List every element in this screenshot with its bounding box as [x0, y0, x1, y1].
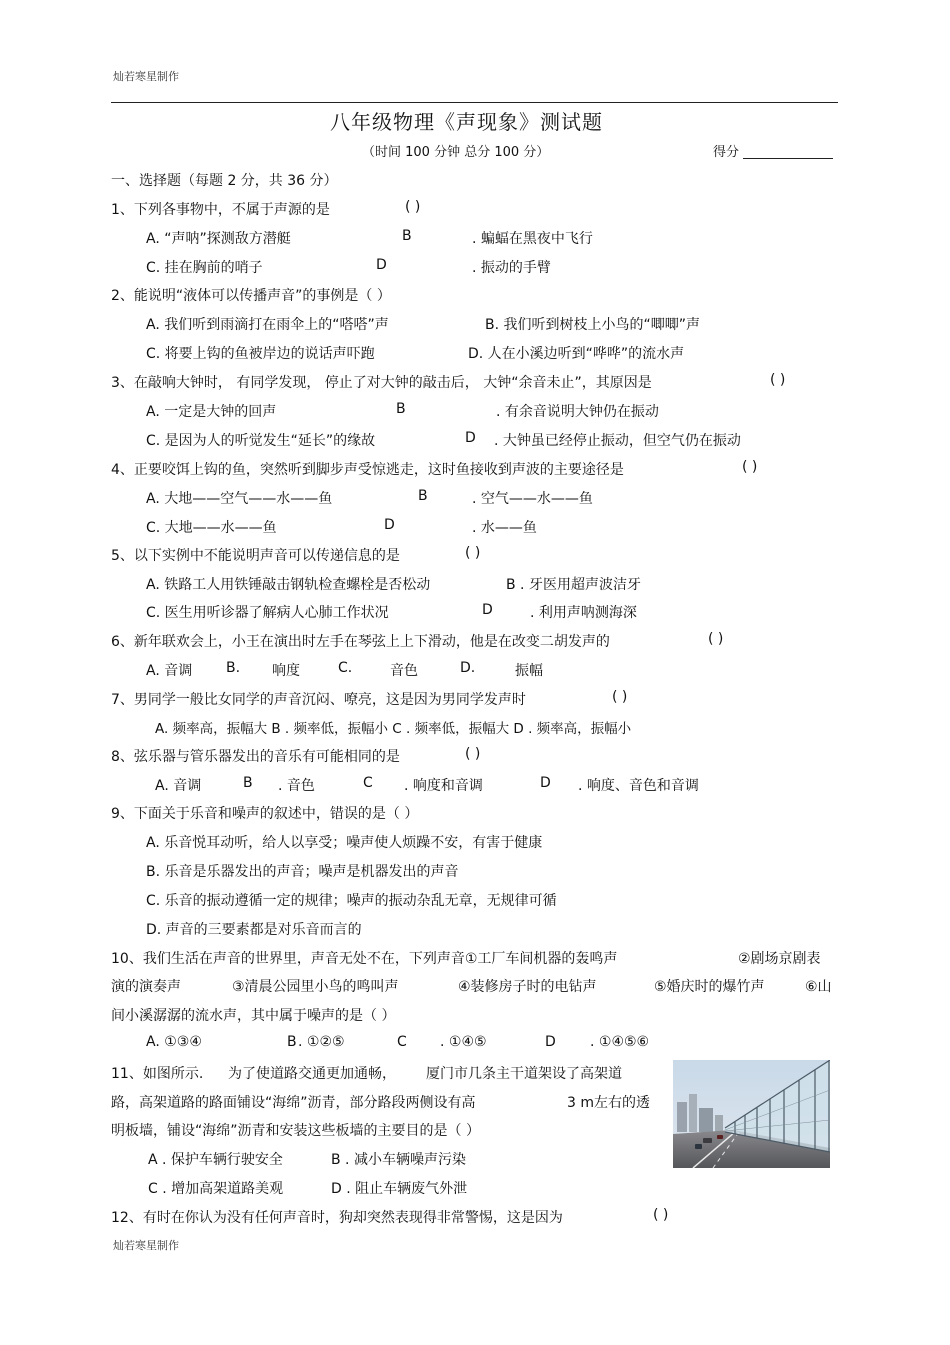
q1-option-c: C. 挂在胸前的哨子	[146, 260, 263, 276]
q2-option-c: C. 将要上钩的鱼被岸边的说话声吓跑	[146, 346, 375, 362]
q8-stem: 8、弦乐器与管乐器发出的音乐有可能相同的是	[111, 749, 400, 765]
q3-option-d: . 大钟虽已经停止振动，但空气仍在振动	[494, 433, 741, 449]
q10-option-d: . ①④⑤⑥	[590, 1034, 650, 1050]
q6-option-b-letter: B.	[226, 660, 241, 676]
q7-options: A. 频率高，振幅大 B . 频率低，振幅小 C . 频率低，振幅大 D . 频率高，振幅小	[155, 721, 632, 737]
q2-stem: 2、能说明“液体可以传播声音”的事例是（ ）	[111, 288, 391, 304]
q3-option-d-letter: D	[465, 430, 476, 446]
q10-line1-tail: ②剧场京剧表	[738, 951, 821, 967]
q8-option-d: . 响度、音色和音调	[578, 778, 699, 794]
q11-option-d: D . 阻止车辆废气外泄	[331, 1181, 468, 1197]
header-rule	[111, 102, 838, 103]
q4-stem: 4、正要咬饵上钩的鱼，突然听到脚步声受惊逃走，这时鱼接收到声波的主要途径是	[111, 462, 624, 478]
q11-line2-part2: 3 m左右的透	[567, 1095, 650, 1111]
q2-option-a: A. 我们听到雨滴打在雨伞上的“嗒嗒”声	[146, 317, 389, 333]
q10-line2-part4: ⑤婚庆时的爆竹声	[654, 979, 765, 995]
q11-line1-part2: 为了使道路交通更加通畅，	[228, 1066, 396, 1082]
q8-option-b-letter: B	[243, 775, 253, 791]
q6-stem: 6、新年联欢会上，小王在演出时左手在琴弦上上下滑动，他是在改变二胡发声的	[111, 634, 610, 650]
q4-option-b-letter: B	[418, 488, 428, 504]
q2-option-d: D. 人在小溪边听到“哗哗”的流水声	[468, 346, 685, 362]
q10-line2-part1: 演的演奏声	[111, 979, 181, 995]
q10-line2-part5: ⑥山	[805, 979, 832, 995]
header-maker: 灿若寒星制作	[113, 70, 179, 83]
q6-option-c-letter: C.	[338, 660, 353, 676]
q9-option-a: A. 乐音悦耳动听，给人以享受；噪声使人烦躁不安，有害于健康	[146, 835, 543, 851]
q7-stem: 7、男同学一般比女同学的声音沉闷、嘹亮，这是因为男同学发声时	[111, 692, 526, 708]
score-label: 得分	[713, 145, 740, 160]
subtitle: （时间 100 分钟 总分 100 分）	[362, 145, 550, 160]
q11-line1-part3: 厦门市几条主干道架设了高架道	[426, 1066, 622, 1082]
q11-line3: 明板墙，铺设“海绵”沥青和安装这些板墙的主要目的是（ ）	[111, 1123, 480, 1139]
q1-option-d: . 振动的手臂	[472, 260, 551, 276]
q3-option-a: A. 一定是大钟的回声	[146, 404, 277, 420]
score-field	[713, 141, 833, 160]
q3-stem: 3、在敲响大钟时， 有同学发现， 停止了对大钟的敲击后， 大钟“余音未止”，其原因是	[111, 375, 652, 391]
q3-option-c: C. 是因为人的听觉发生“延长”的缘故	[146, 433, 376, 449]
q11-option-b: B . 减小车辆噪声污染	[331, 1152, 466, 1168]
q6-option-d: 振幅	[515, 663, 543, 679]
q8-option-a: A. 音调	[155, 778, 202, 794]
page-title: 八年级物理《声现象》测试题	[330, 110, 603, 134]
q9-option-c: C. 乐音的振动遵循一定的规律；噪声的振动杂乱无章，无规律可循	[146, 893, 557, 909]
q5-option-d-letter: D	[482, 602, 493, 618]
q5-option-a: A. 铁路工人用铁锤敲击钢轨检查螺栓是否松动	[146, 577, 431, 593]
q6-option-b: 响度	[272, 663, 300, 679]
footer-maker: 灿若寒星制作	[113, 1239, 179, 1252]
q4-option-c: C. 大地——水——鱼	[146, 520, 277, 536]
q5-option-c: C. 医生用听诊器了解病人心肺工作状况	[146, 605, 389, 621]
q9-option-d: D. 声音的三要素都是对乐音而言的	[146, 922, 362, 938]
q9-option-b: B. 乐音是乐器发出的声音；噪声是机器发出的声音	[146, 864, 459, 880]
q8-answer-blank: ( )	[465, 746, 481, 762]
q12-stem: 12、有时在你认为没有任何声音时，狗却突然表现得非常警惕，这是因为	[111, 1210, 563, 1226]
elevated-road-sound-barrier-photo	[673, 1060, 830, 1168]
q3-option-b-letter: B	[396, 401, 406, 417]
q2-option-b: B. 我们听到树枝上小鸟的“唧唧”声	[485, 317, 701, 333]
q1-option-d-letter: D	[376, 257, 387, 273]
q10-line1: 10、我们生活在声音的世界里，声音无处不在，下列声音①工厂车间机器的轰鸣声	[111, 951, 618, 967]
q10-option-a: A. ①③④	[146, 1034, 202, 1050]
q1-option-b: . 蝙蝠在黑夜中飞行	[472, 231, 593, 247]
q11-option-c: C . 增加高架道路美观	[148, 1181, 284, 1197]
q4-option-d: . 水——鱼	[472, 520, 537, 536]
q7-answer-blank: ( )	[612, 689, 628, 705]
q4-option-b: . 空气——水——鱼	[472, 491, 593, 507]
q10-line2-part2: ③清晨公园里小鸟的鸣叫声	[232, 979, 399, 995]
q6-answer-blank: ( )	[708, 631, 724, 647]
q10-option-d-letter: D	[545, 1034, 556, 1050]
q1-option-a: A. “声呐”探测敌方潜艇	[146, 231, 291, 247]
q1-option-b-letter: B	[402, 228, 412, 244]
q10-option-b-letter: B	[287, 1034, 297, 1050]
q10-option-c: . ①④⑤	[440, 1034, 487, 1050]
q6-option-d-letter: D.	[460, 660, 476, 676]
q6-option-c: 音色	[390, 663, 418, 679]
q1-answer-blank: ( )	[405, 199, 421, 215]
q8-option-d-letter: D	[540, 775, 551, 791]
q5-option-b: B . 牙医用超声波洁牙	[506, 577, 641, 593]
q10-line2-part3: ④装修房子时的电钻声	[458, 979, 597, 995]
q6-option-a: A. 音调	[146, 663, 193, 679]
q11-option-a: A . 保护车辆行驶安全	[148, 1152, 283, 1168]
q10-line3: 间小溪潺潺的流水声，其中属于噪声的是（ ）	[111, 1008, 396, 1024]
q5-option-d: . 利用声呐测海深	[530, 605, 637, 621]
q5-answer-blank: ( )	[465, 545, 481, 561]
q11-line2-part1: 路，高架道路的路面铺设“海绵”沥青，部分路段两侧设有高	[111, 1095, 476, 1111]
q3-option-b: . 有余音说明大钟仍在振动	[496, 404, 659, 420]
q8-option-b: . 音色	[278, 778, 315, 794]
q8-option-c-letter: C	[363, 775, 373, 791]
q10-option-c-letter: C	[397, 1034, 407, 1050]
q9-stem: 9、下面关于乐音和噪声的叙述中，错误的是（ ）	[111, 806, 419, 822]
q3-answer-blank: ( )	[770, 372, 786, 388]
q12-answer-blank: ( )	[653, 1207, 669, 1223]
q1-stem: 1、下列各事物中，不属于声源的是	[111, 202, 330, 218]
q8-option-c: . 响度和音调	[404, 778, 483, 794]
section-heading: 一、选择题（每题 2 分，共 36 分）	[111, 173, 338, 189]
q10-option-b: . ①②⑤	[298, 1034, 345, 1050]
q5-stem: 5、以下实例中不能说明声音可以传递信息的是	[111, 548, 400, 564]
q4-option-d-letter: D	[384, 517, 395, 533]
q4-answer-blank: ( )	[742, 459, 758, 475]
q11-line1-part1: 11、如图所示.	[111, 1066, 204, 1082]
q4-option-a: A. 大地——空气——水——鱼	[146, 491, 333, 507]
score-blank	[743, 144, 833, 159]
